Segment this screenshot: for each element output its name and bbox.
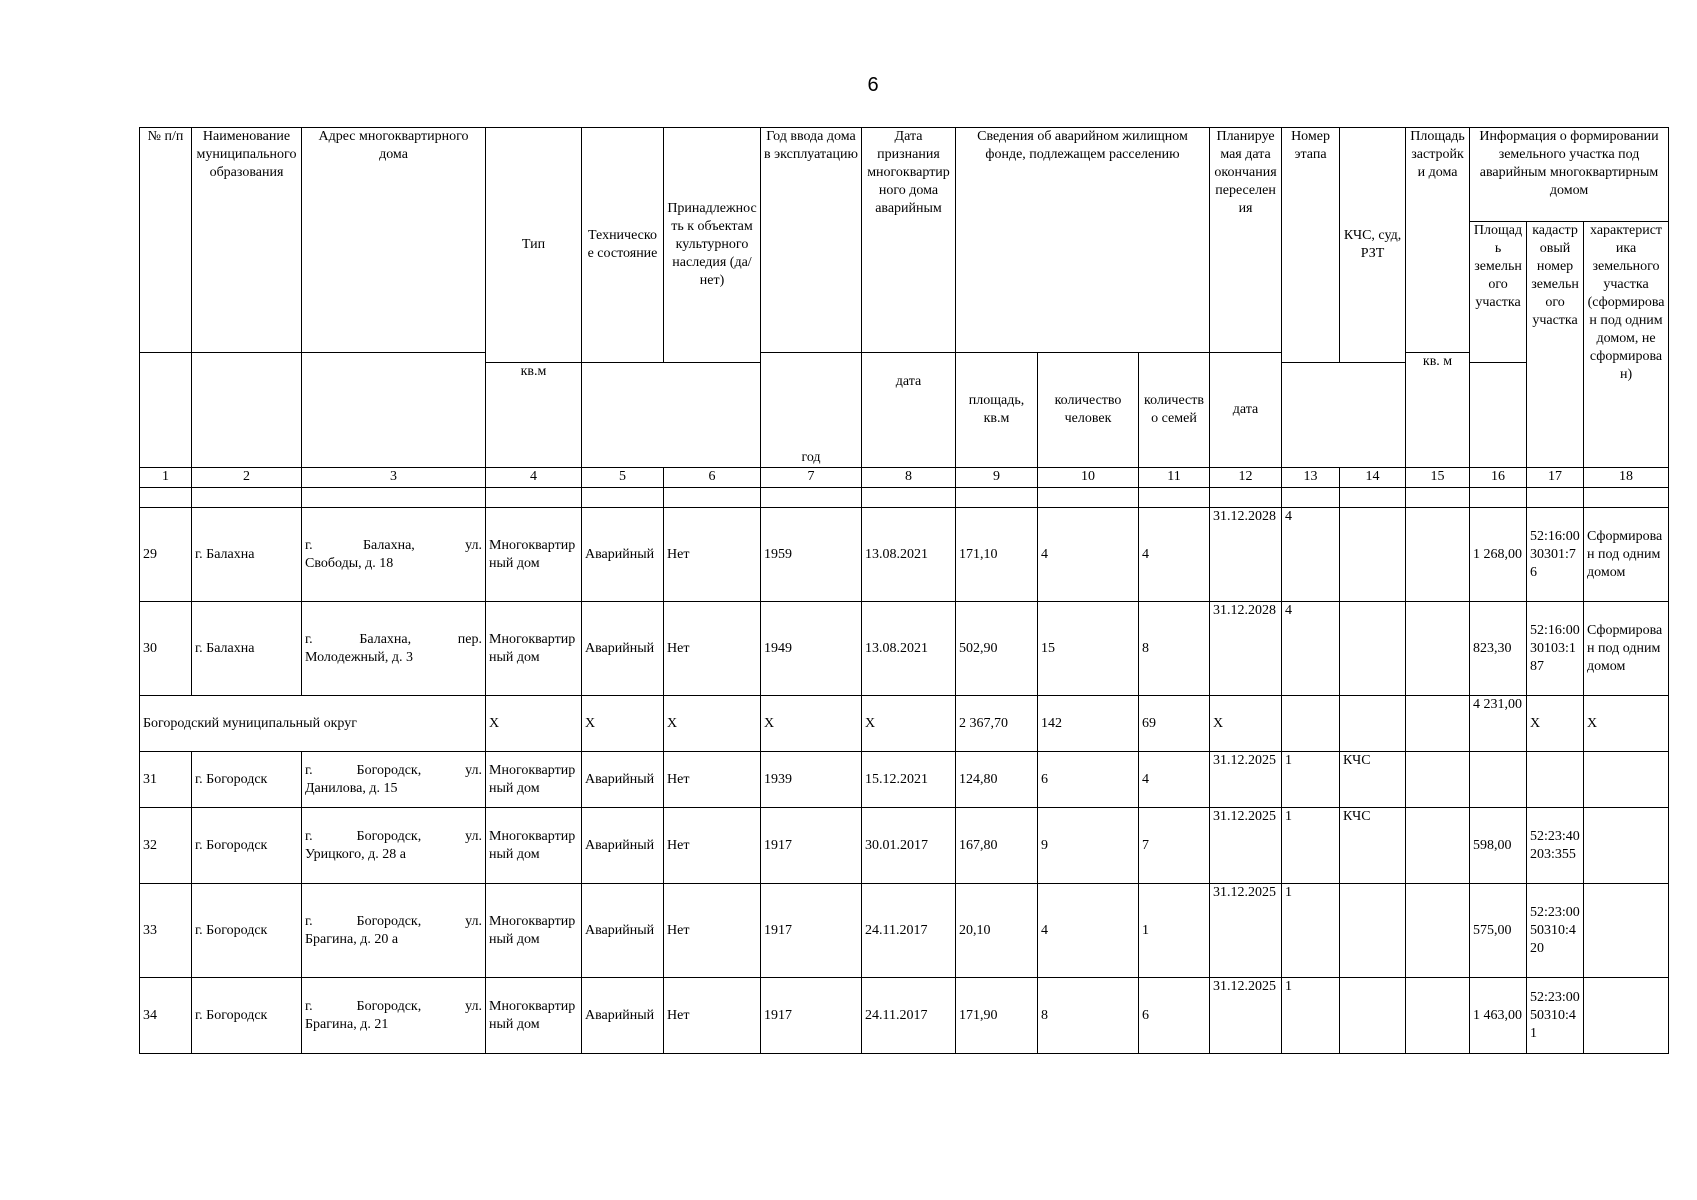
- row-families: 6: [1139, 978, 1210, 1054]
- header-year-bottom: год: [761, 353, 862, 468]
- row-address: [302, 808, 486, 884]
- row-area: 167,80: [956, 808, 1038, 884]
- row-area: 171,10: [956, 508, 1038, 602]
- row-year: 1917: [761, 808, 862, 884]
- header-build-area-top: Площадь застройки дома: [1406, 128, 1470, 353]
- table-row: [140, 978, 1669, 1054]
- table-row: [140, 752, 1669, 808]
- row-area: 171,90: [956, 978, 1038, 1054]
- header-plan-bottom: дата: [1210, 353, 1282, 468]
- row-area: 124,80: [956, 752, 1038, 808]
- header-municipality: Наименование муниципального образования: [192, 128, 302, 353]
- row-plan-date: 31.12.2025: [1210, 752, 1282, 808]
- row-address-line2: Молодежный, д. 3: [305, 649, 414, 665]
- row-heritage: Нет: [664, 752, 761, 808]
- row-address-line1: г. Балахна, пер.: [305, 631, 482, 647]
- row-address-line2: Брагина, д. 20 а: [305, 931, 399, 947]
- row-heritage: Нет: [664, 508, 761, 602]
- row-land-char: [1584, 978, 1669, 1054]
- row-kchs: КЧС: [1340, 752, 1406, 808]
- row-stage: 1: [1282, 752, 1340, 808]
- row-address-line1: г. Богородск, ул.: [305, 828, 482, 844]
- table-row: [140, 884, 1669, 978]
- row-build-area: [1406, 602, 1470, 696]
- row-build-area: [1406, 884, 1470, 978]
- row-type: Многоквартирный дом: [486, 602, 582, 696]
- row-type: Многоквартирный дом: [486, 808, 582, 884]
- header-date-bottom: дата: [862, 353, 956, 468]
- row-year: 1939: [761, 752, 862, 808]
- row-number: 34: [140, 978, 192, 1054]
- emergency-housing-table: [139, 127, 1669, 1054]
- column-number-row: 1 2 3 4 5 6 7 8 9 10 11 12 13 14 15 16 17 18: [140, 468, 1669, 488]
- subtotal-row: Богородский муниципальный округ X X X X X 2 367,70 142 69 X 4 231,00 X X: [140, 696, 1669, 752]
- header-kchs: КЧС, суд, РЗТ: [1340, 128, 1406, 363]
- row-area: 502,90: [956, 602, 1038, 696]
- row-families: 8: [1139, 602, 1210, 696]
- header-tech-state: Техническое состояние: [582, 128, 664, 363]
- row-municipality: г. Богородск: [192, 978, 302, 1054]
- row-address-line1: г. Балахна, ул.: [305, 537, 482, 553]
- row-land-area: 598,00: [1470, 808, 1527, 884]
- row-heritage: Нет: [664, 808, 761, 884]
- row-state: Аварийный: [582, 978, 664, 1054]
- row-build-area: [1406, 978, 1470, 1054]
- row-stage: 1: [1282, 808, 1340, 884]
- row-people: 9: [1038, 808, 1139, 884]
- row-year: 1959: [761, 508, 862, 602]
- row-address: [302, 884, 486, 978]
- row-stage: 1: [1282, 978, 1340, 1054]
- row-year: 1917: [761, 884, 862, 978]
- row-state: Аварийный: [582, 508, 664, 602]
- table-spacer-row: [140, 488, 1669, 508]
- row-date: 13.08.2021: [862, 508, 956, 602]
- row-number: 33: [140, 884, 192, 978]
- row-land-area: 823,30: [1470, 602, 1527, 696]
- row-heritage: Нет: [664, 602, 761, 696]
- row-number: 29: [140, 508, 192, 602]
- row-municipality: г. Богородск: [192, 884, 302, 978]
- row-kchs: [1340, 508, 1406, 602]
- page-number: 6: [867, 74, 879, 96]
- row-plan-date: 31.12.2025: [1210, 884, 1282, 978]
- row-address-line1: г. Богородск, ул.: [305, 913, 482, 929]
- header-type: Тип: [486, 128, 582, 363]
- row-address-line2: Урицкого, д. 28 а: [305, 846, 406, 862]
- header-land-area-top: Площадь земельного участка: [1470, 222, 1527, 363]
- row-people: 6: [1038, 752, 1139, 808]
- row-land-char: Сформирован под одним домом: [1584, 508, 1669, 602]
- header-people: количество человек: [1038, 353, 1139, 468]
- row-people: 4: [1038, 884, 1139, 978]
- header-cadastral: кадастровый номер земельного участка: [1527, 222, 1584, 468]
- row-land-char: [1584, 752, 1669, 808]
- row-families: 1: [1139, 884, 1210, 978]
- header-heritage: Принадлежность к объектам культурного наследия (да/нет): [664, 128, 761, 363]
- row-state: Аварийный: [582, 602, 664, 696]
- row-plan-date: 31.12.2028: [1210, 508, 1282, 602]
- header-area: площадь, кв.м: [956, 353, 1038, 468]
- row-type: Многоквартирный дом: [486, 978, 582, 1054]
- header-land-group: Информация о формировании земельного участка под аварийным многоквартирным домом: [1470, 128, 1669, 222]
- header-land-area-bottom: кв.м: [486, 363, 582, 468]
- row-year: 1949: [761, 602, 862, 696]
- row-address: [302, 508, 486, 602]
- row-stage: 4: [1282, 602, 1340, 696]
- header-land-char: характеристика земельного участка (сформирован под одним домом, не сформирован): [1584, 222, 1669, 468]
- row-municipality: г. Богородск: [192, 808, 302, 884]
- row-number: 32: [140, 808, 192, 884]
- row-build-area: [1406, 808, 1470, 884]
- row-area: 20,10: [956, 884, 1038, 978]
- row-land-area: [1470, 752, 1527, 808]
- header-address: Адрес многоквартирного дома: [302, 128, 486, 353]
- row-cadastral: [1527, 752, 1584, 808]
- row-year: 1917: [761, 978, 862, 1054]
- row-kchs: КЧС: [1340, 808, 1406, 884]
- row-address: [302, 752, 486, 808]
- header-stage: Номер этапа: [1282, 128, 1340, 363]
- row-kchs: [1340, 978, 1406, 1054]
- row-number: 31: [140, 752, 192, 808]
- row-municipality: г. Балахна: [192, 602, 302, 696]
- row-stage: 4: [1282, 508, 1340, 602]
- row-heritage: Нет: [664, 884, 761, 978]
- row-families: 7: [1139, 808, 1210, 884]
- row-cadastral: 52:16:0030103:187: [1527, 602, 1584, 696]
- row-kchs: [1340, 884, 1406, 978]
- row-address-line2: Данилова, д. 15: [305, 780, 398, 796]
- row-plan-date: 31.12.2025: [1210, 978, 1282, 1054]
- row-date: 30.01.2017: [862, 808, 956, 884]
- row-build-area: [1406, 508, 1470, 602]
- row-cadastral: 52:23:0050310:420: [1527, 884, 1584, 978]
- row-state: Аварийный: [582, 752, 664, 808]
- row-address-line1: г. Богородск, ул.: [305, 998, 482, 1014]
- row-plan-date: 31.12.2025: [1210, 808, 1282, 884]
- row-cadastral: 52:16:0030301:76: [1527, 508, 1584, 602]
- header-year-top: Год ввода дома в эксплуатацию: [761, 128, 862, 353]
- header-num: № п/п: [140, 128, 192, 353]
- row-number: 30: [140, 602, 192, 696]
- row-cadastral: 52:23:40203:355: [1527, 808, 1584, 884]
- row-address: [302, 602, 486, 696]
- header-plan-top: Планируемая дата окончания переселения: [1210, 128, 1282, 353]
- row-date: 24.11.2017: [862, 884, 956, 978]
- header-build-area-bottom: кв. м: [1406, 353, 1470, 468]
- row-families: 4: [1139, 752, 1210, 808]
- row-date: 13.08.2021: [862, 602, 956, 696]
- row-type: Многоквартирный дом: [486, 752, 582, 808]
- header-date-top: Дата признания многоквартирного дома аварийным: [862, 128, 956, 353]
- row-state: Аварийный: [582, 884, 664, 978]
- row-people: 8: [1038, 978, 1139, 1054]
- row-type: Многоквартирный дом: [486, 508, 582, 602]
- row-address-line1: г. Богородск, ул.: [305, 762, 482, 778]
- row-municipality: г. Богородск: [192, 752, 302, 808]
- row-date: 24.11.2017: [862, 978, 956, 1054]
- row-land-char: [1584, 884, 1669, 978]
- row-address-line2: Свободы, д. 18: [305, 555, 394, 571]
- header-fund-group: Сведения об аварийном жилищном фонде, подлежащем расселению: [956, 128, 1210, 353]
- row-address-line2: Брагина, д. 21: [305, 1016, 389, 1032]
- row-address: [302, 978, 486, 1054]
- table-row: [140, 508, 1669, 602]
- row-people: 4: [1038, 508, 1139, 602]
- row-cadastral: 52:23:0050310:41: [1527, 978, 1584, 1054]
- row-land-area: 1 463,00: [1470, 978, 1527, 1054]
- table-row: [140, 602, 1669, 696]
- row-stage: 1: [1282, 884, 1340, 978]
- header-families: количество семей: [1139, 353, 1210, 468]
- row-kchs: [1340, 602, 1406, 696]
- row-plan-date: 31.12.2028: [1210, 602, 1282, 696]
- row-type: Многоквартирный дом: [486, 884, 582, 978]
- table-row: [140, 808, 1669, 884]
- subtotal-label: Богородский муниципальный округ: [140, 696, 486, 752]
- row-people: 15: [1038, 602, 1139, 696]
- row-state: Аварийный: [582, 808, 664, 884]
- row-heritage: Нет: [664, 978, 761, 1054]
- row-land-char: [1584, 808, 1669, 884]
- row-land-area: 1 268,00: [1470, 508, 1527, 602]
- row-date: 15.12.2021: [862, 752, 956, 808]
- row-families: 4: [1139, 508, 1210, 602]
- row-land-area: 575,00: [1470, 884, 1527, 978]
- row-build-area: [1406, 752, 1470, 808]
- row-land-char: Сформирован под одним домом: [1584, 602, 1669, 696]
- row-municipality: г. Балахна: [192, 508, 302, 602]
